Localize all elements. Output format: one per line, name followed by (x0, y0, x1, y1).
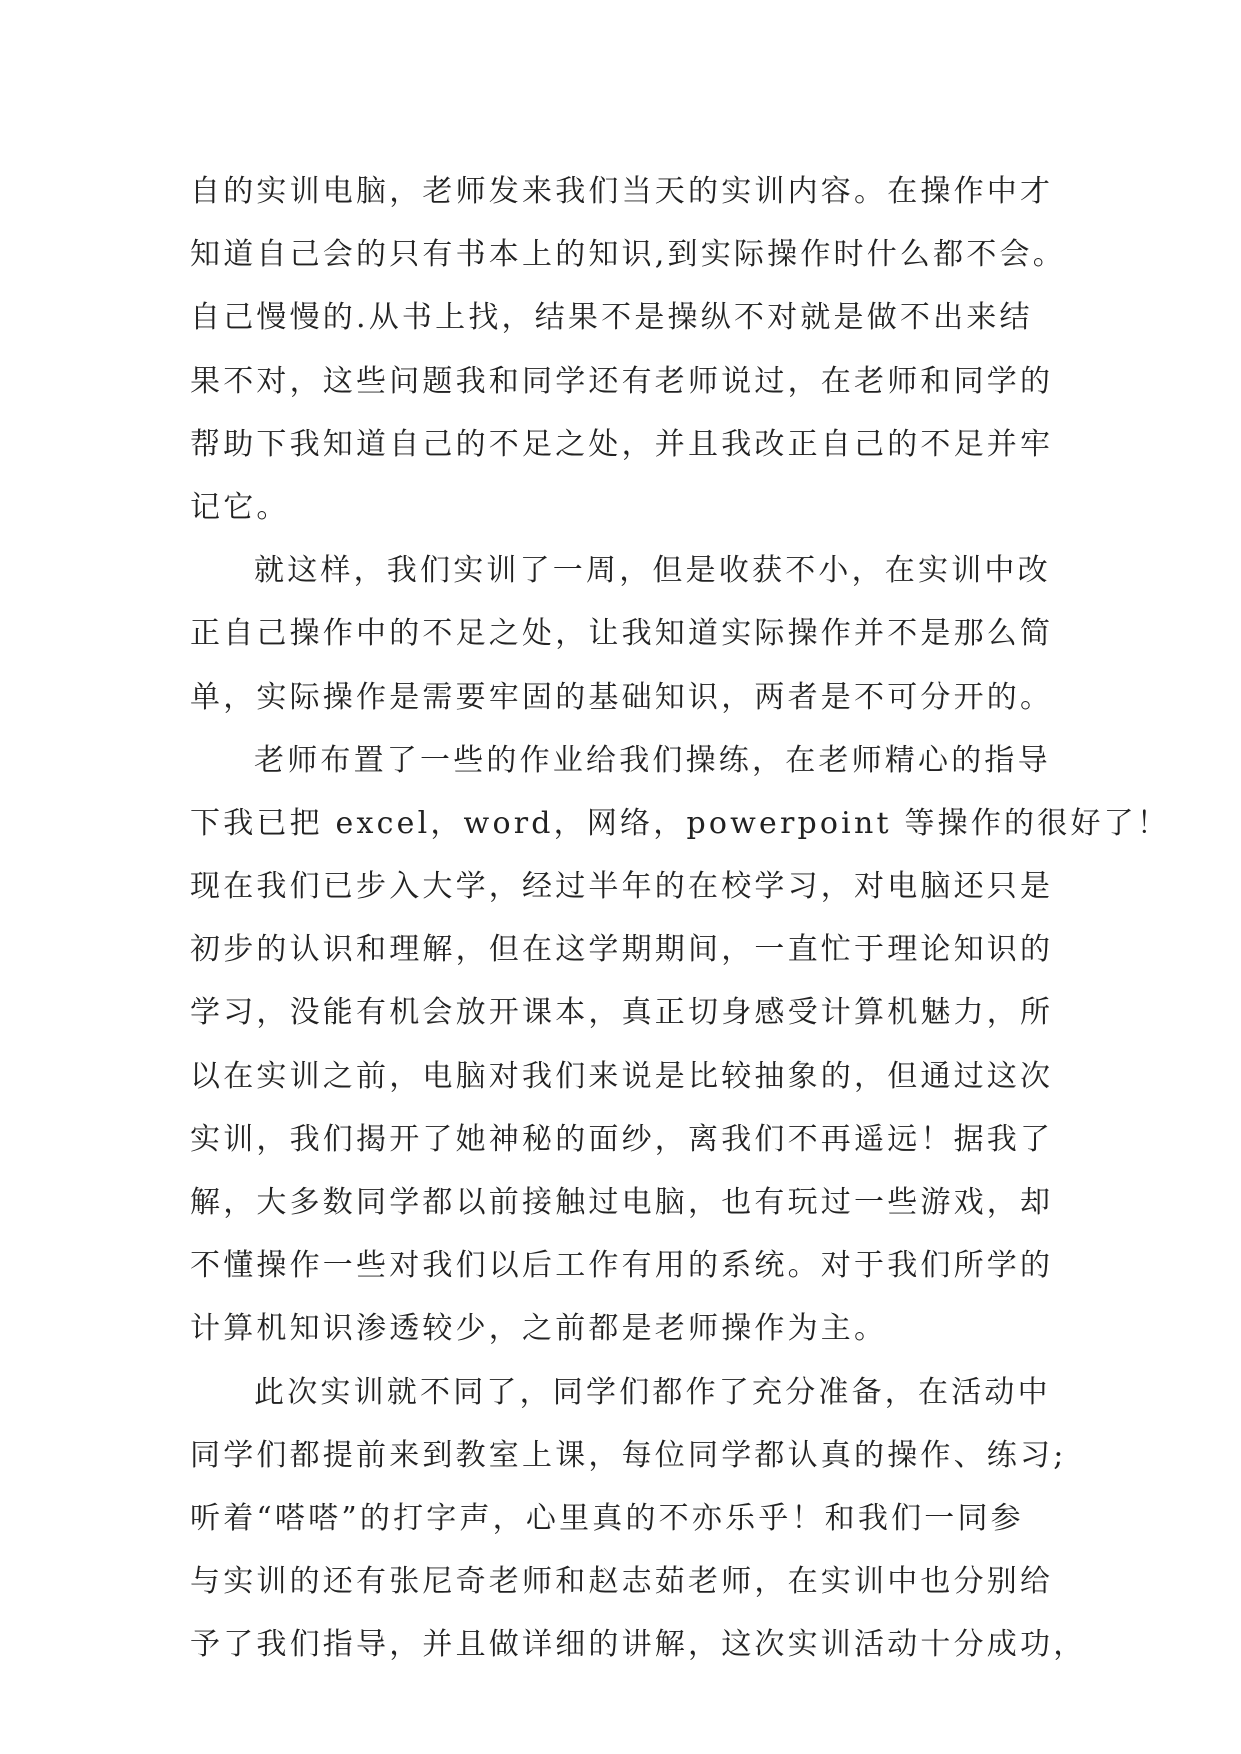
text-line: 实训，我们揭开了她神秘的面纱，离我们不再遥远！据我了 (190, 1121, 1054, 1157)
text-line: 帮助下我知道自己的不足之处，并且我改正自己的不足并牢 (190, 426, 1054, 462)
text-line: 与实训的还有张尼奇老师和赵志茹老师，在实训中也分别给 (190, 1564, 1054, 1600)
text-line: 同学们都提前来到教室上课，每位同学都认真的操作、练习; (190, 1437, 1067, 1473)
text-line: 单，实际操作是需要牢固的基础知识，两者是不可分开的。 (190, 679, 1054, 715)
text-line: 记它。 (190, 489, 290, 525)
text-line: 学习，没能有机会放开课本，真正切身感受计算机魅力，所 (190, 995, 1054, 1031)
text-line: 以在实训之前，电脑对我们来说是比较抽象的，但通过这次 (190, 1058, 1054, 1094)
text-line: 果不对，这些问题我和同学还有老师说过，在老师和同学的 (190, 363, 1054, 399)
text-line: 正自己操作中的不足之处，让我知道实际操作并不是那么简 (190, 616, 1054, 652)
text-line: 不懂操作一些对我们以后工作有用的系统。对于我们所学的 (190, 1248, 1054, 1284)
paragraph-first-line: 此次实训就不同了，同学们都作了充分准备，在活动中 (254, 1374, 1051, 1410)
text-line: 听着“嗒嗒”的打字声，心里真的不亦乐乎！和我们一同参 (190, 1500, 1024, 1536)
text-line: 下我已把 excel，word，网络，powerpoint 等操作的很好了！ (190, 805, 1171, 841)
text-line: 自己慢慢的.从书上找，结果不是操纵不对就是做不出来结 (190, 300, 1033, 336)
body-text (190, 160, 1171, 1677)
text-line: 现在我们已步入大学，经过半年的在校学习，对电脑还只是 (190, 869, 1054, 905)
text-line: 初步的认识和理解，但在这学期期间，一直忙于理论知识的 (190, 932, 1054, 968)
text-line: 知道自己会的只有书本上的知识,到实际操作时什么都不会。 (190, 237, 1066, 273)
text-line: 解，大多数同学都以前接触过电脑，也有玩过一些游戏，却 (190, 1185, 1054, 1220)
paragraph-first-line: 老师布置了一些的作业给我们操练，在老师精心的指导 (254, 742, 1051, 778)
text-line: 予了我们指导，并且做详细的讲解，这次实训活动十分成功， (190, 1627, 1087, 1663)
text-line: 计算机知识渗透较少，之前都是老师操作为主。 (190, 1311, 888, 1347)
text-line: 自的实训电脑，老师发来我们当天的实训内容。在操作中才 (190, 174, 1054, 209)
paragraph-first-line: 就这样，我们实训了一周，但是收获不小，在实训中改 (254, 553, 1051, 589)
